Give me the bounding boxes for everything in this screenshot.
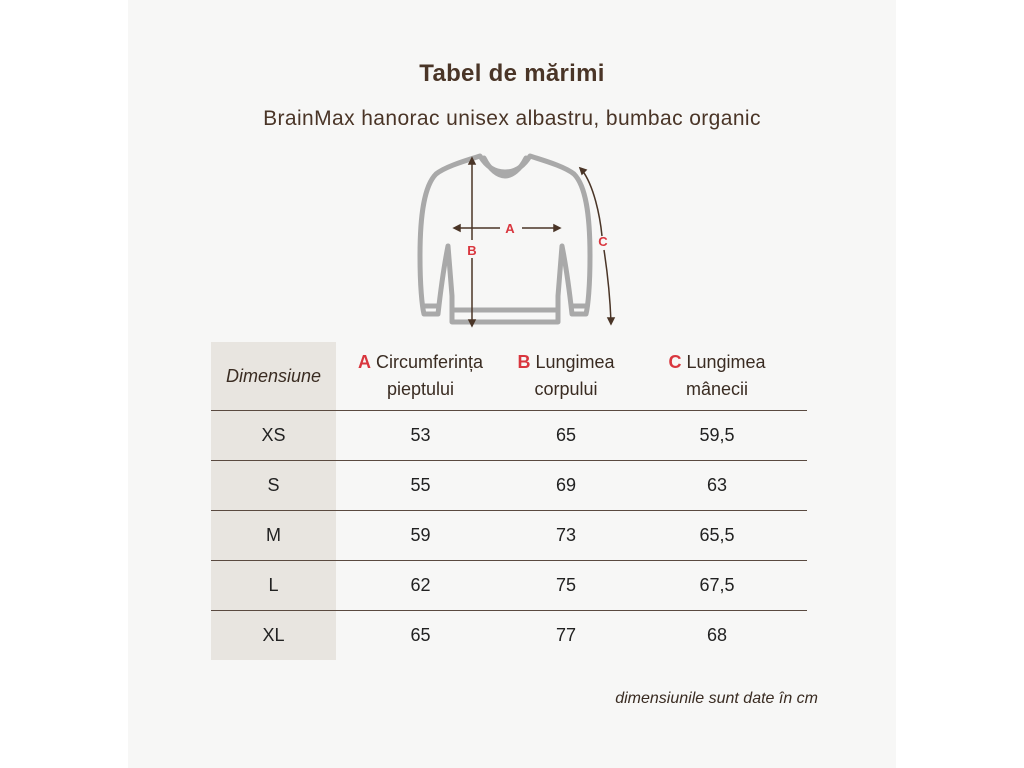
table-row <box>211 461 807 511</box>
body-length-cell: 65 <box>505 411 627 461</box>
chest-cell: 55 <box>336 461 505 511</box>
sleeve-length-cell: 59,5 <box>627 411 807 461</box>
header-c-line1: Lungimea <box>686 352 766 372</box>
header-c-line2: mânecii <box>685 379 749 399</box>
chest-cell: 65 <box>336 611 505 661</box>
table-row <box>211 411 807 461</box>
header-a-line1: Circumferința <box>375 352 484 372</box>
sleeve-length-cell: 67,5 <box>627 561 807 611</box>
body-length-cell: 73 <box>505 511 627 561</box>
chest-cell: 62 <box>336 561 505 611</box>
header-dimension: Dimensiune <box>211 342 336 411</box>
header-letter-c: C <box>668 352 682 372</box>
sleeve-length-cell: 65,5 <box>627 511 807 561</box>
size-cell: S <box>211 461 336 511</box>
units-note: dimensiunile sunt date în cm <box>615 690 818 707</box>
size-table <box>211 342 807 660</box>
size-cell: XS <box>211 411 336 461</box>
header-b-line1: Lungimea <box>535 352 615 372</box>
header-a-line2: pieptului <box>386 379 455 399</box>
size-cell: XL <box>211 611 336 661</box>
header-body-length <box>505 342 627 411</box>
chest-cell: 59 <box>336 511 505 561</box>
body-length-cell: 75 <box>505 561 627 611</box>
sweatshirt-outline <box>420 156 590 322</box>
header-letter-a: A <box>357 352 371 372</box>
header-chest-circumference <box>336 342 505 411</box>
page-title: Tabel de mărimi <box>419 60 605 87</box>
body-length-cell: 69 <box>505 461 627 511</box>
header-letter-b: B <box>517 352 531 372</box>
chest-cell: 53 <box>336 411 505 461</box>
header-b-line2: corpului <box>534 379 598 399</box>
size-cell: L <box>211 561 336 611</box>
sleeve-length-cell: 68 <box>627 611 807 661</box>
product-subtitle: BrainMax hanorac unisex albastru, bumbac organic <box>263 107 761 130</box>
diagram-label-b: B <box>467 243 477 258</box>
table-header-row <box>211 342 807 411</box>
diagram-label-a: A <box>505 221 515 236</box>
table-row <box>211 561 807 611</box>
diagram-label-c: C <box>598 234 608 249</box>
sleeve-length-cell: 63 <box>627 461 807 511</box>
sweatshirt-diagram <box>408 146 628 336</box>
table-row <box>211 611 807 661</box>
table-row <box>211 511 807 561</box>
body-length-cell: 77 <box>505 611 627 661</box>
header-sleeve-length <box>627 342 807 411</box>
size-cell: M <box>211 511 336 561</box>
